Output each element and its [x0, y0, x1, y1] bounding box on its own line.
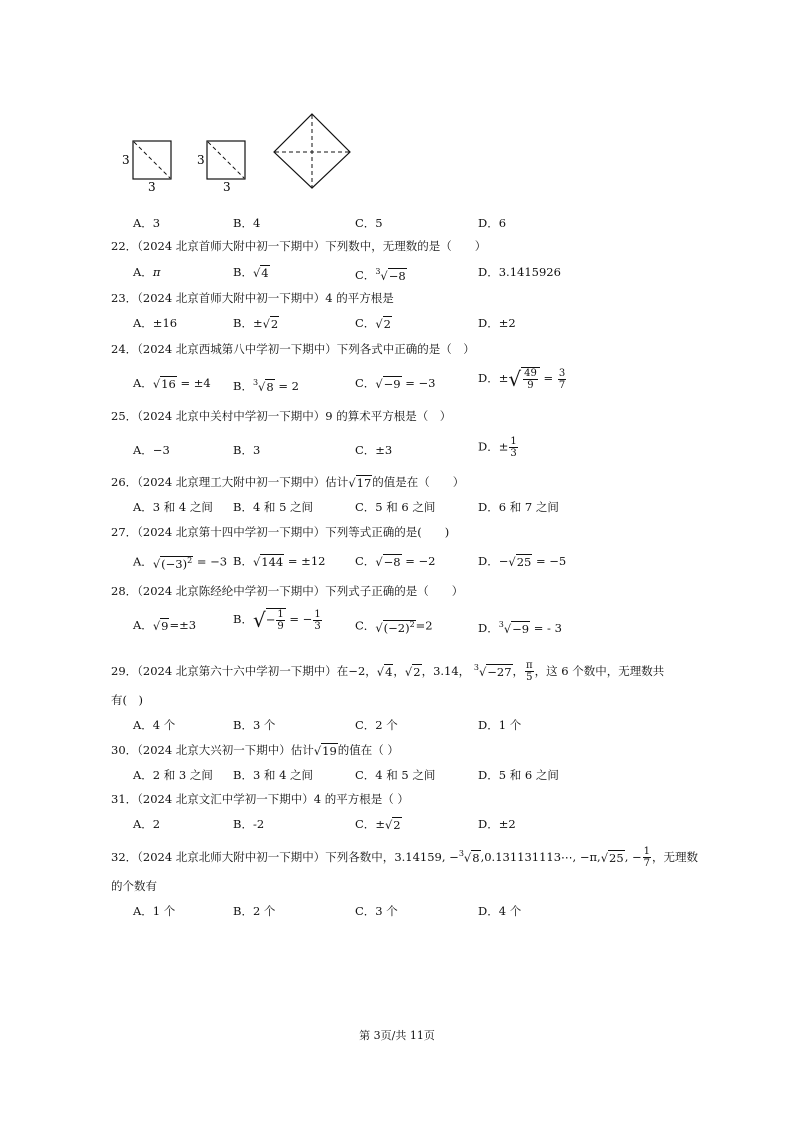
q26-option-a: A．3 和 4 之间 — [133, 500, 213, 514]
q23-option-a: A．±16 — [133, 316, 178, 330]
q22-option-b: B．√4 — [233, 265, 269, 280]
q30-option-a: A．2 和 3 之间 — [133, 768, 213, 782]
q21-option-c: C．5 — [355, 216, 383, 230]
q30-option-b: B．3 和 4 之间 — [233, 768, 314, 782]
q26-option-d: D．6 和 7 之间 — [478, 500, 559, 514]
q31-option-d: D．±2 — [478, 817, 516, 831]
q32-option-c: C．3 个 — [355, 904, 398, 918]
square-1 — [122, 141, 171, 194]
q24-option-d: D．±√ $\frac{49}{9}$ = $\frac{3}{7}$ — [478, 367, 566, 391]
q24-option-a: A．√16 = ±4 — [133, 376, 211, 391]
q32-option-b: B．2 个 — [233, 904, 276, 918]
square-2-side-label: 3 — [197, 153, 205, 167]
square-1-side-label: 3 — [122, 153, 130, 167]
geometry-figure — [118, 112, 358, 194]
q27-option-c: C．√−8 = −2 — [355, 554, 436, 569]
q27-option-d: D．−√25 = −5 — [478, 554, 567, 569]
q30-option-c: C．4 和 5 之间 — [355, 768, 436, 782]
q21-option-a: A．3 — [133, 216, 161, 230]
square-2-bottom-label: 3 — [223, 180, 231, 194]
q29-option-b: B．3 个 — [233, 718, 276, 732]
q23-option-d: D．±2 — [478, 316, 516, 330]
page-footer: 第 3页/共 11页 — [359, 1029, 435, 1042]
q23-option-b: B．±√2 — [233, 316, 279, 331]
square-1-bottom-label: 3 — [148, 180, 156, 194]
q22-option-c: C．$^3$√−8 — [355, 267, 406, 283]
q31-option-a: A．2 — [133, 817, 161, 831]
q27-option-a: A．$√(-3)^2 = -3$ — [133, 554, 228, 571]
q32-stem-line2: 的个数有 — [111, 879, 157, 893]
q25-option-b: B．3 — [233, 443, 261, 457]
q22-stem: 22．（2024 北京首师大附中初一下期中）下列数中，无理数的是（ ） — [111, 239, 487, 253]
q21-option-d: D．6 — [478, 216, 507, 230]
q32-stem: 32．（2024 北京北师大附中初一下期中）下列各数中，3.14159, −$^3$√8,0.131131113⋯, −π,√25, − $\frac{1}{7}$ ，无理数 — [111, 846, 699, 870]
q30-option-d: D．5 和 6 之间 — [478, 768, 559, 782]
q28-option-d: D．$^3$√−9 = - 3 — [478, 620, 562, 636]
q31-option-c: C．±√2 — [355, 817, 401, 832]
q32-option-d: D．4 个 — [478, 904, 522, 918]
q25-option-d: D．± $\frac{1}{3}$ — [478, 436, 517, 459]
q26-stem: 26．（2024 北京理工大附中初一下期中）估计√17的值是在（ ） — [111, 475, 465, 490]
q28-option-b: B．√− $\frac{1}{9}$ = − $\frac{1}{3}$ — [233, 608, 321, 632]
q26-option-c: C．5 和 6 之间 — [355, 500, 436, 514]
q25-stem: 25．（2024 北京中关村中学初一下期中）9 的算术平方根是（ ） — [111, 409, 452, 423]
q22-option-a: A．π — [133, 265, 161, 279]
q32-option-a: A．1 个 — [133, 904, 176, 918]
q28-option-a: A．√9=±3 — [133, 618, 197, 633]
q31-option-b: B．-2 — [233, 817, 265, 831]
q24-option-c: C．√−9 = −3 — [355, 376, 436, 391]
diamond — [274, 114, 350, 188]
q23-option-c: C．√2 — [355, 316, 391, 331]
q29-option-c: C．2 个 — [355, 718, 398, 732]
q26-option-b: B．4 和 5 之间 — [233, 500, 314, 514]
q29-option-a: A．4 个 — [133, 718, 176, 732]
q25-option-c: C．±3 — [355, 443, 393, 457]
q25-option-a: A．−3 — [133, 443, 170, 457]
q29-stem-line2: 有( ) — [111, 693, 143, 707]
q27-stem: 27．（2024 北京第十四中学初一下期中）下列等式正确的是( ) — [111, 525, 450, 539]
q24-stem: 24．（2024 北京西城第八中学初一下期中）下列各式中正确的是（ ） — [111, 342, 475, 356]
square-2 — [197, 141, 245, 194]
q24-option-b: B．$^3$√8 = 2 — [233, 378, 299, 394]
q31-stem: 31．（2024 北京文汇中学初一下期中）4 的平方根是（ ） — [111, 792, 409, 806]
q22-option-d: D．3.1415926 — [478, 265, 561, 279]
q28-stem: 28．（2024 北京陈经纶中学初一下期中）下列式子正确的是（ ） — [111, 584, 464, 598]
q23-stem: 23．（2024 北京首师大附中初一下期中）4 的平方根是 — [111, 291, 394, 305]
q29-stem: 29．（2024 北京第六十六中学初一下期中）在−2，√4，√2，3.14， $^3$√−27， $\frac{\pi}{5}$ ，这 6 个数中，无理数共 — [111, 660, 665, 684]
q21-option-b: B．4 — [233, 216, 261, 230]
q27-option-b: B．√144 = ±12 — [233, 554, 326, 569]
q28-option-c: C．$√(-2)^2=2$ — [355, 618, 433, 635]
q29-option-d: D．1 个 — [478, 718, 522, 732]
q30-stem: 30．（2024 北京大兴初一下期中）估计√19的值在（ ） — [111, 743, 399, 758]
